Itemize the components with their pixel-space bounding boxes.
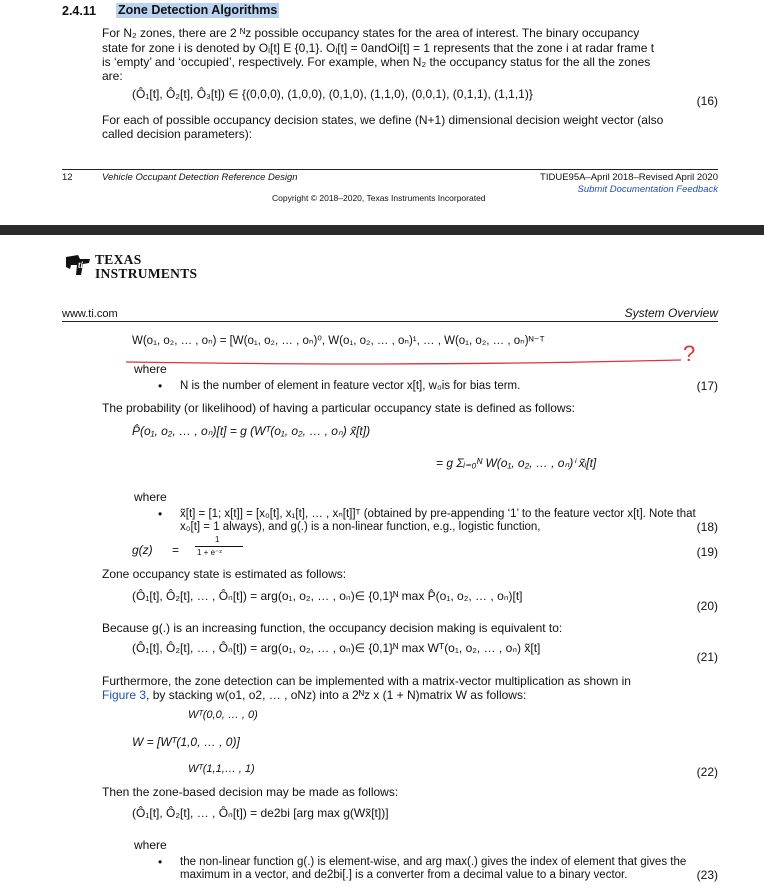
section-title[interactable]: Zone Detection Algorithms [118, 3, 278, 17]
red-underline-annotation [126, 356, 686, 370]
equation-22-row3: Wᵀ(1,1,… , 1) [188, 763, 255, 775]
equation-21: (Ô₁[t], Ô₂[t], … , Ôₙ[t]) = arg(o₁, o₂, … , oₙ)∈ {0,1}ᴺ max Wᵀ(o₁, o₂, … , oₙ) x̃[t] [132, 641, 541, 655]
equation-22-row1: Wᵀ(0,0, … , 0) [188, 709, 258, 721]
figure-3-link[interactable]: Figure 3 [102, 688, 147, 702]
footer-doc-title: Vehicle Occupant Detection Reference Design [102, 172, 298, 183]
furthermore-line1: Furthermore, the zone detection can be implemented with a matrix-vector multiplication as shown in [102, 674, 631, 688]
bullet-dot: • [158, 855, 163, 869]
then-text: Then the zone-based decision may be made as follows: [102, 785, 399, 799]
section-number: 2.4.11 [62, 4, 97, 18]
submit-feedback-link[interactable]: Submit Documentation Feedback [577, 184, 718, 195]
where-label-1: where [134, 362, 167, 376]
equation-18-number: (18) [696, 520, 718, 534]
footer-page-number: 12 [62, 172, 73, 183]
equation-19-denominator: 1 + e⁻ᶻ [197, 548, 223, 557]
ti-logo-mark [64, 253, 92, 277]
equation-17-number: (17) [696, 379, 718, 393]
bullet-23-line1: the non-linear function g(.) is element-wise, and arg max(.) gives the index of element that gives the [180, 856, 687, 868]
equation-17-vector: W(o₁, o₂, … , oₙ) = [W(o₁, o₂, … , oₙ)⁰, W(o₁, o₂, … , oₙ)¹, … , W(o₁, o₂, … , oₙ)ᴺ⁻ᵀ [132, 335, 545, 347]
red-question-annotation: ? [683, 341, 696, 366]
because-text: Because g(.) is an increasing function, the occupancy decision making is equivalent to: [102, 621, 563, 635]
para1-line2: state for zone i is denoted by Oᵢ[t] E {0,1}. Oᵢ[t] = 0andOi[t] = 1 represents that the zone i at radar frame t [102, 41, 655, 55]
header-rule [62, 321, 718, 322]
equation-19-numerator: 1 [215, 535, 220, 544]
equation-19-equals: = [172, 543, 180, 557]
para2-line1: For each of possible occupancy decision states, we define (N+1) dimensional decision weight vector (also [102, 113, 664, 127]
probability-text: The probability (or likelihood) of having a particular occupancy state is defined as follows: [102, 401, 575, 415]
equation-20: (Ô₁[t], Ô₂[t], … , Ôₙ[t]) = arg(o₁, o₂, … , oₙ)∈ {0,1}ᴺ max P̂(o₁, o₂, … , oₙ)[t] [132, 589, 523, 603]
para1-line4: are: [102, 69, 123, 83]
equation-23-number: (23) [696, 868, 718, 882]
bullet-17: N is the number of element in feature vector x[t], w₀is for bias term. [180, 380, 521, 392]
furthermore-line2-rest: , by stacking w(o1, o2, … , oNz) into a 2ᴺᴢ x (1 + N)matrix W as follows: [146, 688, 527, 702]
equation-19-lhs: g(z) [132, 543, 153, 557]
svg-text:ti: ti [78, 260, 84, 270]
where-label-3: where [134, 838, 167, 852]
footer-copyright: Copyright © 2018–2020, Texas Instruments Incorporated [272, 193, 486, 203]
equation-20-number: (20) [696, 599, 718, 613]
equation-23: (Ô₁[t], Ô₂[t], … , Ôₙ[t]) = de2bi [arg max g(Wx̃[t])] [132, 806, 389, 820]
bullet-dot: • [158, 379, 163, 393]
furthermore-line2 [102, 688, 526, 702]
para2-line2: called decision parameters): [102, 127, 253, 141]
page-gap [0, 225, 764, 235]
equation-16-number: (16) [696, 94, 718, 108]
equation-probability-2: = g Σᵢ₌₀ᴺ W(o₁, o₂, … , oₙ)ⁱ x̃ᵢ[t] [436, 456, 597, 470]
fraction-bar [195, 546, 243, 547]
zone-state-text: Zone occupancy state is estimated as follows: [102, 567, 347, 581]
header-url[interactable]: www.ti.com [62, 308, 118, 320]
equation-22-number: (22) [696, 765, 718, 779]
equation-16: (Ô₁[t], Ô₂[t], Ô₃[t]) ∈ {(0,0,0), (1,0,0), (0,1,0), (1,1,0), (0,0,1), (0,1,1), (1,1,1)} [132, 87, 533, 101]
equation-22-main: W = [Wᵀ(1,0, … , 0)] [132, 735, 240, 749]
bullet-18-line2: x₀[t] = 1 always), and g(.) is a non-linear function, e.g., logistic function, [180, 521, 541, 533]
bullet-dot: • [158, 507, 163, 521]
bullet-23-line2: maximum in a vector, and de2bi[.] is a converter from a decimal value to a binary vector. [180, 869, 628, 881]
bullet-18-line1: x̃[t] = [1; x[t]] = [x₀[t], x₁[t], … , xₙ[t]]ᵀ (obtained by pre-appending ‘1’ to the feature vector x[t]. Note that [180, 508, 696, 520]
ti-logo [64, 253, 92, 282]
ti-logo-line2: INSTRUMENTS [95, 266, 198, 281]
ti-logo-line1: TEXAS [95, 252, 142, 267]
equation-probability-1: P̂(o₁, o₂, … , oₙ)[t] = g (Wᵀ(o₁, o₂, … , oₙ) x̃[t]) [132, 424, 371, 438]
equation-21-number: (21) [696, 650, 718, 664]
where-label-2: where [134, 490, 167, 504]
header-section: System Overview [624, 306, 718, 320]
para1-line3: is ‘empty’ and ‘occupied’, respectively. For example, when N₂ the occupancy status for the all the zones [102, 55, 651, 69]
footer-doc-id: TIDUE95A–April 2018–Revised April 2020 [540, 172, 718, 183]
equation-19-number: (19) [696, 545, 718, 559]
footer-rule [62, 169, 718, 170]
para1-line1: For N₂ zones, there are 2 ᴺz possible occupancy states for the area of interest. The binary occupancy [102, 26, 640, 40]
